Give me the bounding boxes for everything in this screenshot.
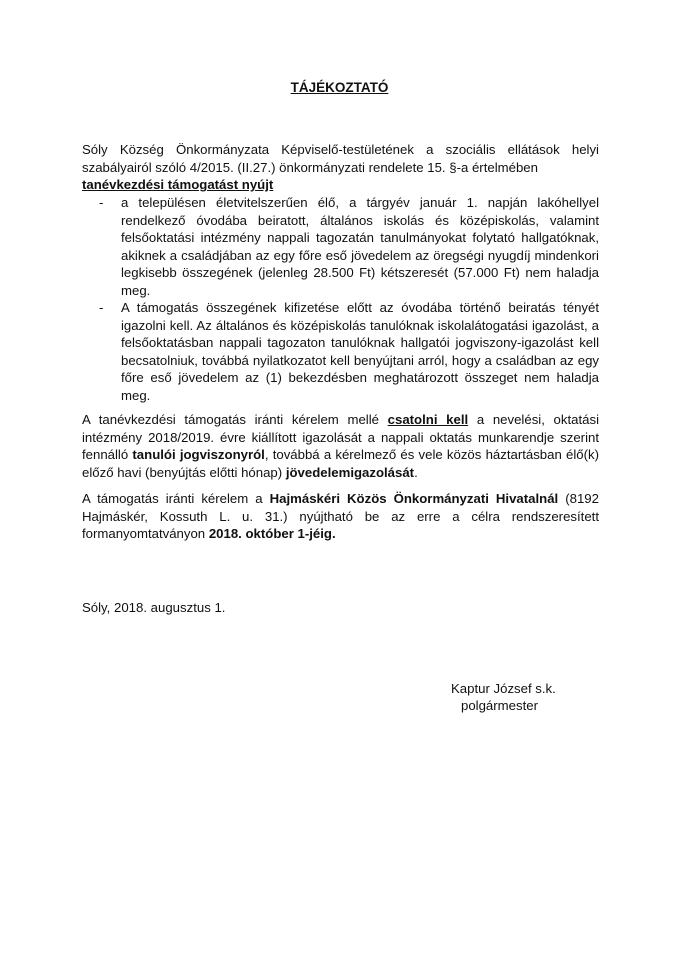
text-run: , továbbá a kérelmező és vele közös háztartásban élő(k) előző havi (benyújtás előtti hónap) [82,447,599,480]
document-title: TÁJÉKOZTATÓ [290,80,389,95]
signatory-role: polgármester [461,698,538,713]
text-run: A támogatás iránti kérelem a [82,491,270,506]
place-and-date: Sóly, 2018. augusztus 1. [82,600,226,615]
text-run: a nevelési, oktatási intézmény 2018/2019. évre kiállított igazolását a nappali oktatás munkarendje szerint fennálló [82,412,599,463]
submission-paragraph [82,490,599,543]
attachment-paragraph [82,411,599,481]
bullet-dash: - [99,300,104,315]
attach-required-emphasis: csatolni kell [387,412,469,427]
bullet-dash: - [99,195,104,210]
office-name-emphasis: Hajmáskéri Közös Önkormányzati Hivatalnál [269,491,559,506]
signatory-name: Kaptur József s.k. [451,681,556,696]
text-run: . [414,464,418,480]
bullet-text: a településen életvitelszerűen élő, a tárgyév január 1. napján lakóhellyel rendelkező óvodába beiratott, általános iskolás és középiskolás, valamint felsőoktatási intézmény nappali tagozatán tanulmányokat folytató hallgatóknak, akiknek a családjában az egy főre eső jövedelem az öregségi nyugdíj mindenkori legkisebb összegének (jelenleg 28.500 Ft) kétszeresét (57.000 Ft) nem haladja meg. [121,195,599,298]
text-run: (8192 Hajmáskér, Kossuth L. u. 31.) nyújtható be az erre a célra rendszeresített formanyomtatványon [82,491,599,542]
intro-paragraph [82,141,599,194]
intro-text: Sóly Község Önkormányzata Képviselő-testületének a szociális ellátások helyi szabályairól szóló 4/2015. (II.27.) önkormányzati rendelete 15. §-a értelmében [82,142,599,175]
list-item [99,299,599,405]
list-item [99,194,599,300]
text-run: A tanévkezdési támogatás iránti kérelem mellé [82,412,388,427]
student-status-emphasis: tanulói jogviszonyról [132,447,265,463]
intro-emphasis: tanévkezdési támogatást nyújt [82,177,274,193]
deadline-emphasis: 2018. október 1-jéig. [208,526,336,542]
income-certificate-emphasis: jövedelemigazolását [285,464,415,480]
bullet-text: A támogatás összegének kifizetése előtt az óvodába történő beiratás tényét igazolni kell. Az általános és középiskolás tanulóknak iskolalátogatási igazolást, a felsőoktatásban nappali tagozaton tanulóknak hallgatói jogviszony-igazolást kell becsatolniuk, továbbá nyilatkozatot kell benyújtani arról, hogy a családban az egy főre eső jövedelem az (1) bekezdésben meghatározott összeget nem haladja meg. [121,300,599,403]
